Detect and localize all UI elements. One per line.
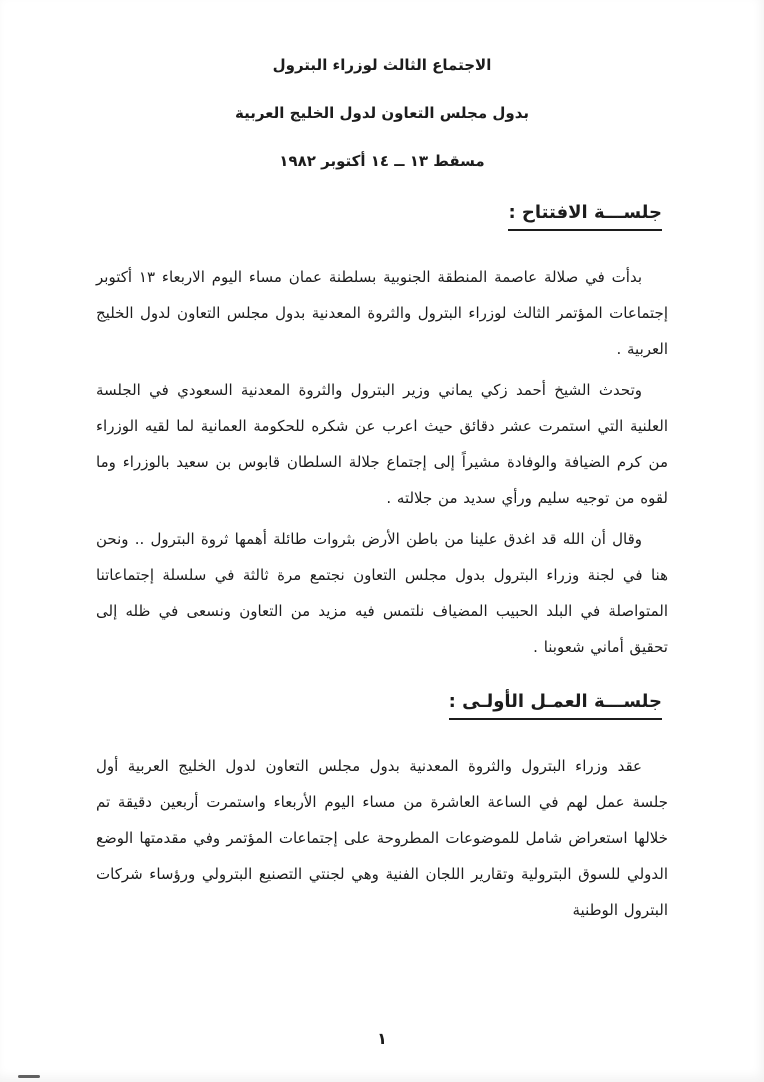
document-header [96,56,668,170]
section-opening-session [96,202,668,665]
page-number: ١ [377,1029,387,1048]
scan-artifact [18,1075,40,1078]
body-paragraph: وقال أن الله قد اغدق علينا من باطن الأرض بثروات طائلة أهمها ثروة البترول .. ونحن هنا في لجنة وزراء البترول بدول مجلس التعاون نجتمع مرة ثالثة في سلسلة إجتماعاتنا المتواصلة في البلد الحبيب المضياف نلتمس فيه مزيد من التعاون ونسعى في ظله إلى تحقيق أماني شعوبنا . [96,530,668,657]
opening-session-heading-text: جلســـة الافتتاح : [508,202,662,231]
body-paragraph: عقد وزراء البترول والثروة المعدنية بدول مجلس التعاون لدول الخليج العربية أول جلسة عمل لهم في الساعة العاشرة من مساء اليوم الأربعاء واستمرت أربعين دقيقة تم خلالها استعراض شامل للموضوعات المطروحة على إجتماعات المؤتمر وفي مقدمتها الوضع الدولي للسوق البترولية وتقارير اللجان الفنية وهي لجنتي التصنيع البترولي ورؤساء شركات البترول الوطنية [96,757,668,920]
meeting-title: الاجتماع الثالث لوزراء البترول [272,56,492,74]
section-first-working-session [96,691,668,928]
first-working-session-heading-text: جلســـة العمـل الأولـى : [449,691,662,720]
organization-title: بدول مجلس التعاون لدول الخليج العربية [235,103,529,122]
body-paragraph: وتحدث الشيخ أحمد زكي يماني وزير البترول والثروة المعدنية السعودي في الجلسة العلنية التي استمرت عشر دقائق حيث اعرب عن شكره للحكومة العمانية لما لقيه الوزراء من كرم الضيافة والوفادة مشيراً إلى إجتماع جلالة السلطان قابوس بن سعيد بالوزراء وما لقوه من توجيه سليم ورأي سديد من جلالته . [96,381,668,508]
first-working-session-heading [96,691,662,720]
date-location-line: مسقط ١٣ ــ ١٤ أكتوبر ١٩٨٢ [279,151,485,170]
opening-session-heading [96,202,662,231]
body-paragraph: بدأت في صلالة عاصمة المنطقة الجنوبية بسلطنة عمان مساء اليوم الاربعاء ١٣ أكتوبر إجتماعات المؤتمر الثالث لوزراء البترول والثروة المعدنية بدول مجلس التعاون لدول الخليج العربية . [96,268,668,359]
page-footer [0,1029,764,1048]
